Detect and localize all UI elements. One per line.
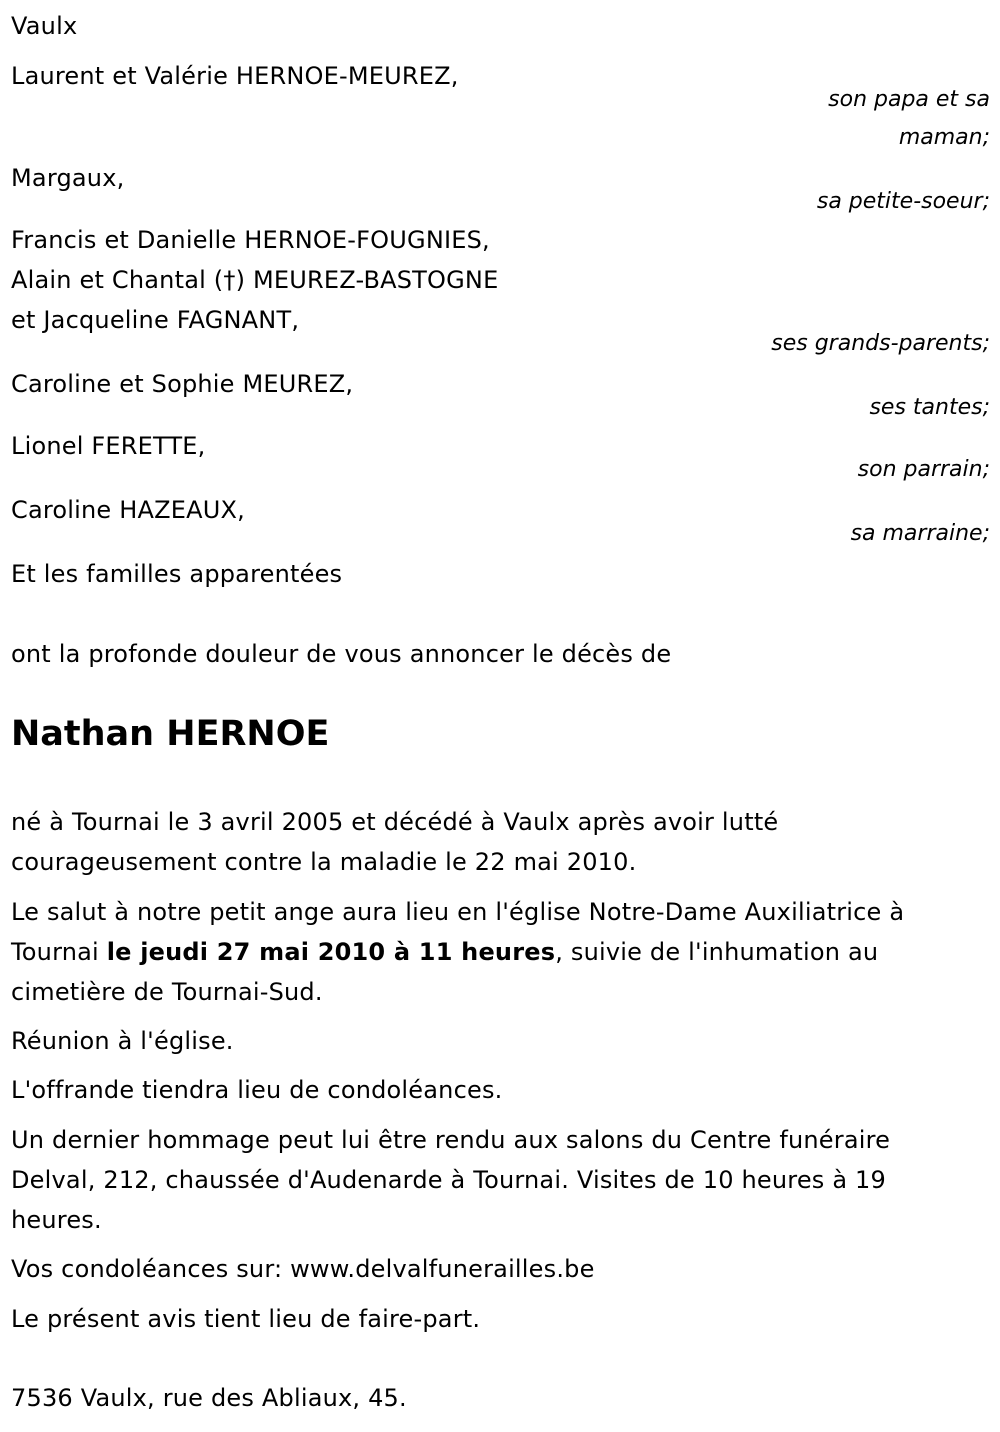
- family-name-line: Francis et Danielle HERNOE-FOUGNIES,: [11, 226, 490, 254]
- family-role: sa marraine;: [850, 521, 990, 546]
- announcement: ont la profonde douleur de vous annoncer le décès de: [11, 640, 672, 668]
- family-name-line: Caroline HAZEAUX,: [11, 496, 245, 524]
- notice: Le présent avis tient lieu de faire-part.: [11, 1305, 481, 1333]
- family-name-line: Lionel FERETTE,: [11, 432, 206, 460]
- reunion: Réunion à l'église.: [11, 1027, 234, 1055]
- family-name-line: Margaux,: [11, 164, 125, 192]
- family-role: ses tantes;: [869, 395, 990, 420]
- location: Vaulx: [11, 12, 78, 40]
- deceased-name: Nathan HERNOE: [11, 714, 330, 754]
- tribute-line: heures.: [11, 1206, 102, 1234]
- family-role: son parrain;: [857, 457, 990, 482]
- family-name-line: Alain et Chantal (†) MEUREZ-BASTOGNE: [11, 266, 499, 294]
- service-date: le jeudi 27 mai 2010 à 11 heures: [106, 938, 556, 966]
- birth-death-line: né à Tournai le 3 avril 2005 et décédé à Vaulx après avoir lutté: [11, 808, 779, 836]
- family-name-line: Laurent et Valérie HERNOE-MEUREZ,: [11, 62, 459, 90]
- service-line: Tournai le jeudi 27 mai 2010 à 11 heures, suivie de l'inhumation au: [11, 938, 879, 966]
- condolences: Vos condoléances sur: www.delvalfunerailles.be: [11, 1255, 595, 1283]
- service-line: cimetière de Tournai-Sud.: [11, 978, 323, 1006]
- tribute-line: Delval, 212, chaussée d'Audenarde à Tournai. Visites de 10 heures à 19: [11, 1166, 886, 1194]
- families-line: Et les familles apparentées: [11, 560, 343, 588]
- service-line: Le salut à notre petit ange aura lieu en l'église Notre-Dame Auxiliatrice à: [11, 898, 905, 926]
- family-role: maman;: [898, 125, 990, 150]
- family-role: ses grands-parents;: [771, 331, 990, 356]
- family-role: son papa et sa: [828, 87, 990, 112]
- family-name-line: Caroline et Sophie MEUREZ,: [11, 370, 354, 398]
- offering: L'offrande tiendra lieu de condoléances.: [11, 1076, 503, 1104]
- birth-death-line: courageusement contre la maladie le 22 mai 2010.: [11, 848, 637, 876]
- family-name-line: et Jacqueline FAGNANT,: [11, 306, 300, 334]
- family-role: sa petite-soeur;: [816, 189, 990, 214]
- tribute-line: Un dernier hommage peut lui être rendu aux salons du Centre funéraire: [11, 1126, 891, 1154]
- address: 7536 Vaulx, rue des Abliaux, 45.: [11, 1384, 407, 1412]
